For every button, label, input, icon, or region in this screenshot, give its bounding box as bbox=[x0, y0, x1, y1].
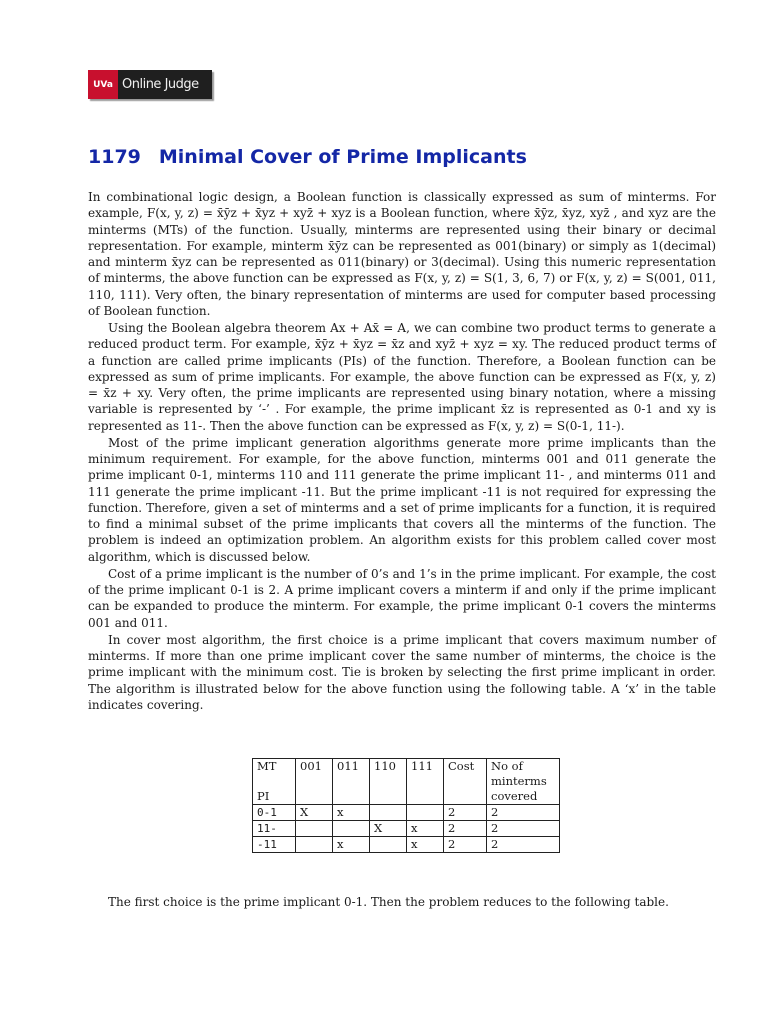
table-cell bbox=[333, 821, 370, 837]
paragraph-1: In combinational logic design, a Boolean function is classically expressed as sum of minterms. For example, F(x, y, z) = x̄ȳz + x̄yz + xyz̄ + xyz is a Boolean function, where x̄ȳz, x̄yz, xyz̄ , and xyz are the minterms (MTs) of the function. Usually, minterms are represented using their binary or decimal representation. For example, minterm x̄ȳz can be represented as 001(binary) or simply as 1(decimal) and minterm x̄yz can be represented as 011(binary) or 3(decimal). Using this numeric representation of minterms, the above function can be expressed as F(x, y, z) = S(1, 3, 6, 7) or F(x, y, z) = S(001, 011, 110, 111). Very often, the binary representation of minterms are used for computer based processing of Boolean function. bbox=[88, 190, 716, 318]
table-cell bbox=[407, 805, 444, 821]
problem-title bbox=[88, 146, 527, 168]
table-cell bbox=[370, 805, 407, 821]
table-cell: 2 bbox=[487, 821, 560, 837]
table-cell: X bbox=[296, 805, 333, 821]
table-cell: 2 bbox=[444, 837, 487, 853]
corner-top: MT bbox=[257, 759, 277, 773]
pi-cell: -11 bbox=[253, 837, 296, 853]
table-cell: x bbox=[407, 821, 444, 837]
problem-number: 1179 bbox=[88, 146, 141, 168]
table-row bbox=[253, 837, 560, 853]
table-row bbox=[253, 805, 560, 821]
table-cell: X bbox=[370, 821, 407, 837]
problem-name: Minimal Cover of Prime Implicants bbox=[158, 146, 527, 168]
online-judge-logo bbox=[88, 70, 212, 99]
col-header: Cost bbox=[444, 759, 487, 805]
problem-statement bbox=[88, 189, 716, 714]
table-cell: 2 bbox=[487, 837, 560, 853]
table-cell: x bbox=[407, 837, 444, 853]
final-paragraph: The first choice is the prime implicant 0-1. Then the problem reduces to the following table. bbox=[108, 895, 669, 909]
col-header: 011 bbox=[333, 759, 370, 805]
table-cell: x bbox=[333, 837, 370, 853]
table-cell bbox=[296, 821, 333, 837]
pi-cell: 11- bbox=[253, 821, 296, 837]
col-header: 111 bbox=[407, 759, 444, 805]
corner-bottom: PI bbox=[257, 789, 270, 803]
table-cell: 2 bbox=[487, 805, 560, 821]
corner-cell bbox=[253, 759, 296, 805]
table-row bbox=[253, 821, 560, 837]
paragraph-3: Most of the prime implicant generation algorithms generate more prime implicants than the minimum requirement. For example, for the above function, minterms 001 and 011 generate the prime implicant 0-1, minterms 110 and 111 generate the prime implicant 11- , and minterms 011 and 111 generate the prime implicant -11. But the prime implicant -11 is not required for expressing the function. Therefore, given a set of minterms and a set of prime implicants for a function, it is required to find a minimal subset of the prime implicants that covers all the minterms of the function. The problem is indeed an optimization problem. An algorithm exists for this problem called cover most algorithm, which is discussed below. bbox=[88, 435, 716, 564]
col-header: 110 bbox=[370, 759, 407, 805]
col-header: 001 bbox=[296, 759, 333, 805]
col-header-covered bbox=[487, 759, 560, 805]
table-cell: 2 bbox=[444, 821, 487, 837]
paragraph-2: Using the Boolean algebra theorem Ax + Ax̄ = A, we can combine two product terms to generate a reduced product term. For example, x̄ȳz + x̄yz = x̄z and xyz̄ + xyz = xy. The reduced product terms of a function are called prime implicants (PIs) of the function. Therefore, a Boolean function can be expressed as sum of prime implicants. For example, the above function can be expressed as F(x, y, z) = x̄z + xy. Very often, the prime implicants are represented using binary notation, where a missing variable is represented by ‘-’ . For example, the prime implicant x̄z is represented as 0-1 and xy is represented as 11-. Then the above function can be expressed as F(x, y, z) = S(0-1, 11-). bbox=[88, 321, 716, 433]
table-cell bbox=[370, 837, 407, 853]
logo-uva: UVa bbox=[88, 70, 118, 99]
table-cell: 2 bbox=[444, 805, 487, 821]
table-cell bbox=[296, 837, 333, 853]
logo-text: Online Judge bbox=[118, 70, 212, 99]
paragraph-4: Cost of a prime implicant is the number of 0’s and 1’s in the prime implicant. For example, the cost of the prime implicant 0-1 is 2. A prime implicant covers a minterm if and only if the prime implicant can be expanded to produce the minterm. For example, the prime implicant 0-1 covers the minterms 001 and 011. bbox=[88, 566, 716, 630]
pi-cell: 0-1 bbox=[253, 805, 296, 821]
covered-line-1: No of bbox=[491, 759, 523, 773]
table-cell: x bbox=[333, 805, 370, 821]
covered-line-2: minterms bbox=[491, 774, 547, 788]
covered-line-3: covered bbox=[491, 789, 538, 803]
table-header-row bbox=[253, 759, 560, 805]
paragraph-5: In cover most algorithm, the first choice is a prime implicant that covers maximum number of minterms. If more than one prime implicant cover the same number of minterms, the choice is the prime implicant with the minimum cost. Tie is broken by selecting the first prime implicant in order. The algorithm is illustrated below for the above function using the following table. A ‘x’ in the table indicates covering. bbox=[88, 632, 716, 712]
cover-table bbox=[252, 758, 560, 853]
